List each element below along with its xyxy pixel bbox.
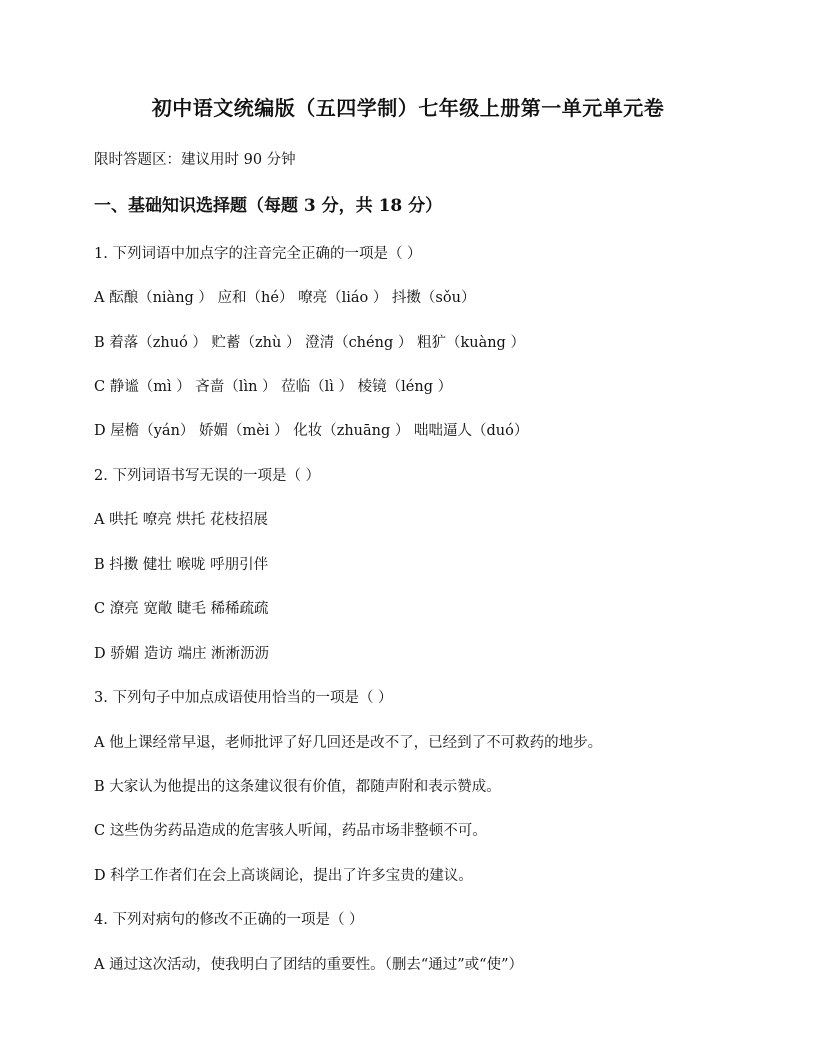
question-1-stem: 1. 下列词语中加点字的注音完全正确的一项是（ ） [94, 246, 422, 262]
question-2-option-a: A 哄托 嘹亮 烘托 花枝招展 [94, 512, 268, 528]
question-3-option-d: D 科学工作者们在会上高谈阔论，提出了许多宝贵的建议。 [94, 868, 473, 884]
question-2-stem: 2. 下列词语书写无误的一项是（ ） [94, 468, 321, 484]
question-3-option-b: B 大家认为他提出的这条建议很有价值，都随声附和表示赞成。 [94, 779, 501, 795]
question-1-option-d: D 屋檐（yán） 娇媚（mèi ） 化妆（zhuāng ） 咄咄逼人（duó） [94, 423, 529, 439]
question-3-option-a: A 他上课经常早退，老师批评了好几回还是改不了，已经到了不可救药的地步。 [94, 735, 603, 751]
question-1-option-c: C 静谧（mì ） 吝啬（lìn ） 莅临（lì ） 棱镜（léng ） [94, 379, 453, 395]
question-3-option-c: C 这些伪劣药品造成的危害骇人听闻，药品市场非整顿不可。 [94, 823, 487, 839]
question-4-stem: 4. 下列对病句的修改不正确的一项是（ ） [94, 912, 364, 928]
question-4-option-a: A 通过这次活动，使我明白了团结的重要性。（删去“通过”或“使”） [94, 957, 523, 973]
section-heading: 一、基础知识选择题（每题 3 分，共 18 分） [94, 196, 443, 216]
question-3-stem: 3. 下列句子中加点成语使用恰当的一项是（ ） [94, 690, 393, 706]
question-1-option-b: B 着落（zhuó ） 贮蓄（zhù ） 澄清（chéng ） 粗犷（kuàng ） [94, 335, 525, 351]
question-2-option-d: D 骄媚 造访 端庄 淅淅沥沥 [94, 646, 270, 662]
document-title: 初中语文统编版（五四学制）七年级上册第一单元单元卷 [151, 96, 665, 120]
question-1-option-a: A 酝酿（niàng ） 应和（hé） 嘹亮（liáo ） 抖擞（sǒu） [94, 290, 476, 306]
question-2-option-b: B 抖擞 健壮 喉咙 呼朋引伴 [94, 557, 269, 573]
time-limit-note: 限时答题区：建议用时 90 分钟 [94, 152, 296, 168]
question-2-option-c: C 潦亮 宽敞 睫毛 稀稀疏疏 [94, 601, 269, 617]
